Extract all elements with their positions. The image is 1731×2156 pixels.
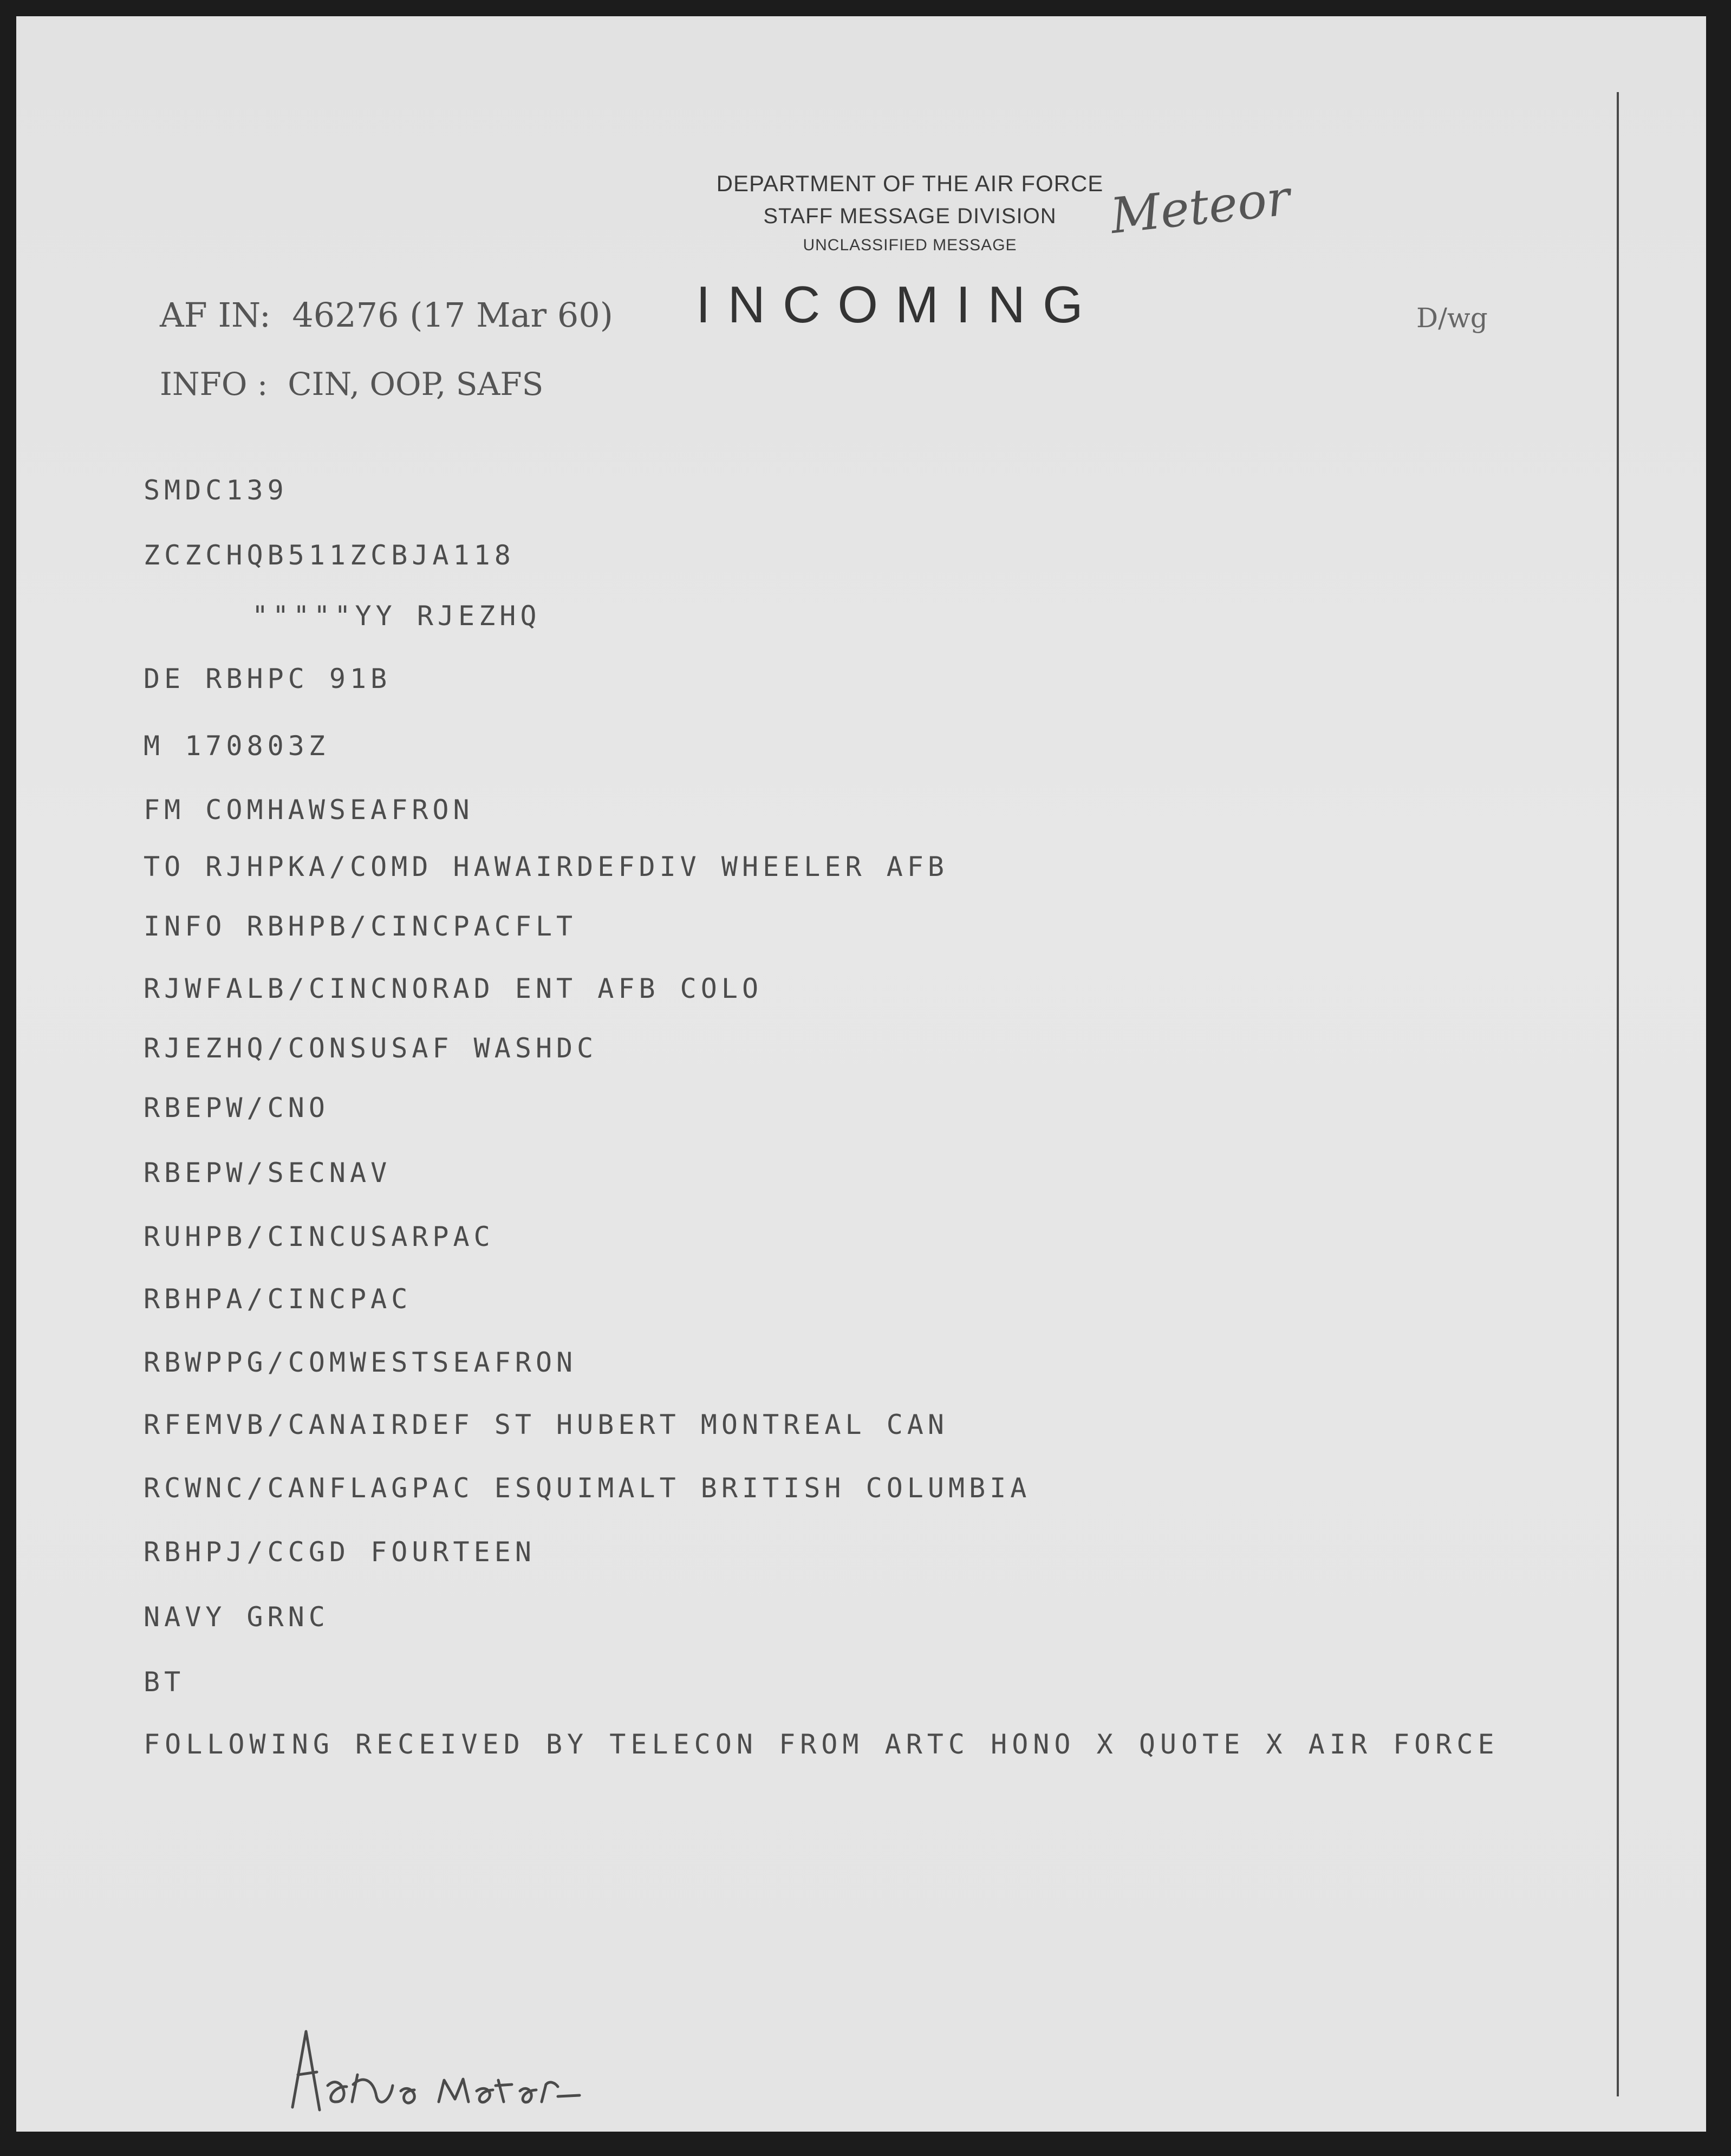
message-line: RBHPJ/CCGD FOURTEEN (144, 1536, 536, 1568)
document-page (16, 16, 1706, 2132)
handwritten-signature (282, 2021, 585, 2129)
info-distribution: INFO : CIN, OOP, SAFS (160, 366, 544, 402)
message-line: BT (144, 1666, 185, 1698)
message-line: RFEMVB/CANAIRDEF ST HUBERT MONTREAL CAN (144, 1409, 948, 1440)
message-line: NAVY GRNC (144, 1601, 329, 1633)
message-line: RBHPA/CINCPAC (144, 1283, 412, 1315)
message-line: """""YY RJEZHQ (252, 600, 541, 632)
message-line: M 170803Z (144, 730, 329, 762)
message-line: RBWPPG/COMWESTSEAFRON (144, 1347, 577, 1378)
message-line: RJEZHQ/CONSUSAF WASHDC (144, 1032, 598, 1064)
routing-mark: D/wg (1416, 302, 1488, 334)
department-name: DEPARTMENT OF THE AIR FORCE (716, 171, 1104, 196)
message-line: DE RBHPC 91B (144, 663, 392, 694)
division-name: STAFF MESSAGE DIVISION (763, 204, 1057, 228)
message-line: RBEPW/SECNAV (144, 1157, 392, 1189)
incoming-stamp: INCOMING (696, 276, 1101, 334)
message-line: TO RJHPKA/COMD HAWAIRDEFDIV WHEELER AFB (144, 851, 948, 882)
handwritten-annotation: Meteor (1108, 169, 1293, 245)
message-line: SMDC139 (144, 475, 288, 506)
af-in-number: AF IN: 46276 (17 Mar 60) (160, 295, 613, 335)
message-line: RBEPW/CNO (144, 1092, 329, 1124)
message-line: FOLLOWING RECEIVED BY TELECON FROM ARTC HONO X QUOTE X AIR FORCE (144, 1729, 1499, 1760)
message-line: FM COMHAWSEAFRON (144, 794, 474, 826)
message-line: RJWFALB/CINCNORAD ENT AFB COLO (144, 973, 763, 1004)
message-line: RCWNC/CANFLAGPAC ESQUIMALT BRITISH COLUMBIA (144, 1472, 1031, 1504)
classification-label: UNCLASSIFIED MESSAGE (803, 236, 1017, 254)
message-line: RUHPB/CINCUSARPAC (144, 1221, 494, 1252)
page-fold-line (1617, 92, 1619, 2096)
message-line: ZCZCHQB511ZCBJA118 (144, 540, 515, 571)
message-line: INFO RBHPB/CINCPACFLT (144, 911, 577, 942)
letterhead (639, 171, 1181, 255)
